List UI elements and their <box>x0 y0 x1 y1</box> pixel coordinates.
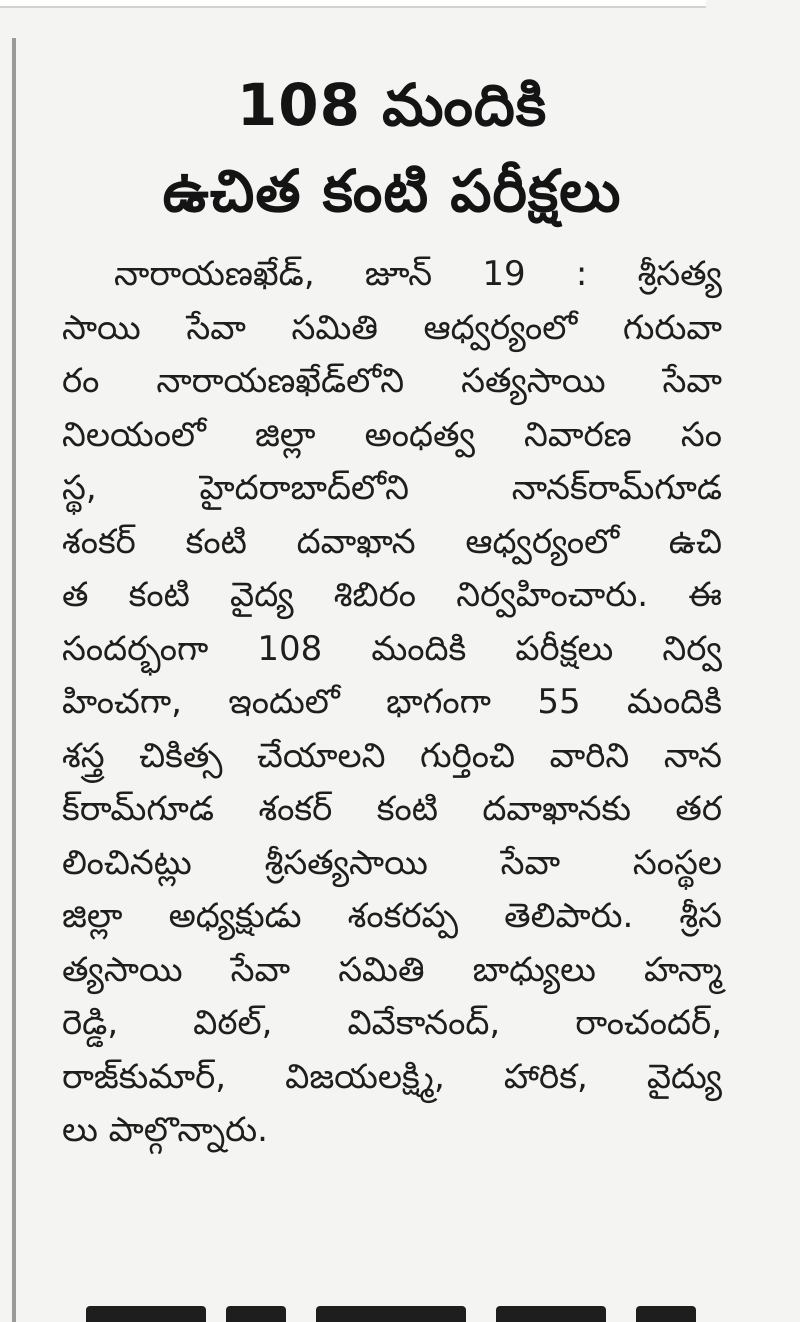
headline-line-1: 108 మందికి <box>236 71 548 139</box>
body-line: శంకర్ కంటి దవాఖాన ఆధ్వర్యంలో ఉచి <box>62 521 722 562</box>
body-line: రెడ్డి, విఠల్, వివేకానంద్, రాంచందర్, <box>62 1003 722 1043</box>
cropped-glyph-fragment <box>86 1306 206 1322</box>
body-line: సందర్భంగా 108 మందికి పరీక్షలు నిర్వ <box>62 628 722 669</box>
column-divider-rule <box>12 38 16 1322</box>
body-line: నిలయంలో జిల్లా అంధత్వ నివారణ సం <box>62 414 722 455</box>
cropped-glyph-fragment <box>226 1306 286 1322</box>
body-line: జిల్లా అధ్యక్షుడు శంకరప్ప తెలిపారు. శ్రీస <box>62 896 722 936</box>
cropped-glyph-fragment <box>496 1306 606 1322</box>
top-border-rule <box>0 0 706 8</box>
body-line: లించినట్లు శ్రీసత్యసాయి సేవా సంస్థల <box>62 842 722 883</box>
article-body <box>62 248 722 1158</box>
next-article-headline-cropped <box>66 1298 706 1322</box>
body-line: రాజ్‌కుమార్, విజయలక్ష్మి, హారిక, వైద్యు <box>62 1056 722 1097</box>
body-line: త కంటి వైద్య శిబిరం నిర్వహించారు. ఈ <box>62 575 722 615</box>
body-line: క్‌రామ్‌గూడ శంకర్ కంటి దవాఖానకు తర <box>62 789 722 829</box>
body-line: సాయి సేవా సమితి ఆధ్వర్యంలో గురువా <box>62 307 722 348</box>
body-line: స్థ, హైదరాబాద్‌లోని నానక్‌రామ్‌గూడ <box>62 468 722 508</box>
body-line: రం నారాయణఖేడ్‌లోని సత్యసాయి సేవా <box>62 361 722 401</box>
cropped-glyph-fragment <box>636 1306 696 1322</box>
body-line: శస్త్ర చికిత్స చేయాలని గుర్తించి వారిని నాన <box>62 735 722 776</box>
body-line: నారాయణఖేడ్, జూన్ 19 : శ్రీసత్య <box>114 254 722 294</box>
body-line: హించగా, ఇందులో భాగంగా 55 మందికి <box>62 682 722 722</box>
body-line: త్యసాయి సేవా సమితి బాధ్యులు హన్మా <box>62 949 722 990</box>
news-article <box>62 62 722 1158</box>
headline-line-2: ఉచిత కంటి పరీక్షలు <box>162 157 622 225</box>
article-headline <box>62 62 722 234</box>
cropped-glyph-fragment <box>316 1306 466 1322</box>
body-line: లు పాల్గొన్నారు. <box>62 1110 268 1150</box>
